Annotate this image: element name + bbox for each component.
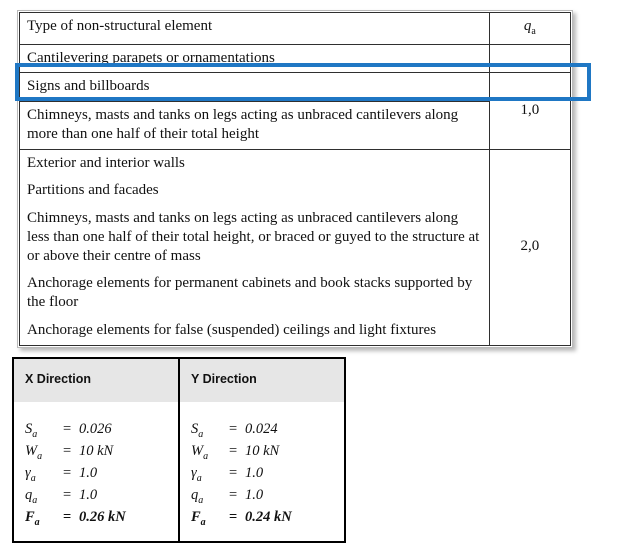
symbol-sub: a <box>32 494 38 506</box>
equation-symbol-fa <box>191 509 229 528</box>
direction-table-head <box>13 358 345 403</box>
table-header-row <box>20 13 571 45</box>
table-row[interactable] <box>20 73 571 102</box>
qa-table-body <box>20 13 571 346</box>
x-direction-equation-list <box>25 421 178 527</box>
value-gamma-a: 1.0 <box>79 464 98 481</box>
x-direction-values-cell <box>13 403 179 543</box>
value-wa: 10 kN <box>79 442 114 459</box>
equation-symbol-qa <box>191 487 229 506</box>
symbol-sub: a <box>34 516 40 528</box>
equals-sign: = <box>63 508 72 525</box>
value-sa: 0.026 <box>79 421 112 437</box>
qa-symbol <box>523 18 536 37</box>
symbol-sub: a <box>32 428 38 440</box>
symbol-base: q <box>25 486 33 503</box>
header-cell-qa <box>489 13 570 45</box>
symbol-base: S <box>25 421 33 437</box>
row-description-group <box>20 149 490 345</box>
symbol-sub: a <box>30 472 36 484</box>
value-gamma-a: 1.0 <box>245 464 264 481</box>
qa-classification-table <box>19 12 571 346</box>
equation-symbol-fa <box>25 509 63 528</box>
table-row[interactable] <box>20 44 571 73</box>
value-qa: 1.0 <box>245 486 264 503</box>
value-fa: 0.26 kN <box>79 508 126 525</box>
equation-symbol-sa <box>191 421 229 440</box>
direction-results-table <box>12 357 346 543</box>
equals-sign: = <box>229 508 238 525</box>
row-qa-value <box>489 44 570 73</box>
equation-symbol-wa <box>25 443 63 462</box>
equals-sign: = <box>229 421 238 437</box>
equals-sign: = <box>63 421 72 437</box>
symbol-sub: a <box>198 428 204 440</box>
row-qa-value-1-0: 1,0 <box>489 73 570 149</box>
header-cell-description: Type of non-structural element <box>20 13 490 45</box>
equation-symbol-sa <box>25 421 63 440</box>
equation-symbol-gamma-a <box>25 465 63 484</box>
equals-sign: = <box>229 464 238 481</box>
y-direction-equation-list <box>191 421 344 527</box>
qa-symbol-base: q <box>523 18 532 34</box>
table-row[interactable] <box>20 102 571 150</box>
symbol-base: F <box>25 508 35 525</box>
direction-table-body <box>13 403 345 543</box>
symbol-sub: a <box>200 516 206 528</box>
row-qa-value-2-0: 2,0 <box>489 149 570 345</box>
row-paragraph: Chimneys, masts and tanks on legs acting as unbraced cantilevers along less than one half of their total height, or braced or guyed to the structure at or above their centre of mass <box>27 210 480 264</box>
equation-symbol-qa <box>25 487 63 506</box>
symbol-base: F <box>191 508 201 525</box>
y-direction-values-cell <box>179 403 345 543</box>
direction-results-table-container <box>12 357 346 543</box>
equation-symbol-wa <box>191 443 229 462</box>
row-paragraph: Exterior and interior walls <box>27 154 185 171</box>
symbol-sub: a <box>203 450 209 462</box>
direction-header-row <box>13 358 345 403</box>
qa-symbol-subscript: a <box>531 26 536 37</box>
row-description-signs-and-billboards: Signs and billboards <box>20 73 490 102</box>
symbol-base: W <box>191 442 204 459</box>
value-fa: 0.24 kN <box>245 508 292 525</box>
symbol-sub: a <box>198 494 204 506</box>
equals-sign: = <box>229 442 238 459</box>
header-y-direction: Y Direction <box>179 358 345 403</box>
equation-symbol-gamma-a <box>191 465 229 484</box>
row-description: Chimneys, masts and tanks on legs acting as unbraced cantilevers along more than one half of their total height <box>20 102 490 150</box>
value-qa: 1.0 <box>79 486 98 503</box>
row-paragraph: Anchorage elements for false (suspended) ceilings and light fixtures <box>27 321 437 338</box>
symbol-sub: a <box>196 472 202 484</box>
direction-values-row <box>13 403 345 543</box>
equals-sign: = <box>63 486 72 503</box>
row-paragraph: Anchorage elements for permanent cabinets and book stacks supported by the floor <box>27 275 473 310</box>
equals-sign: = <box>63 464 72 481</box>
equals-sign: = <box>63 442 72 459</box>
value-sa: 0.024 <box>245 421 278 437</box>
value-wa: 10 kN <box>245 442 280 459</box>
qa-classification-table-container <box>17 10 573 348</box>
row-description: Cantilevering parapets or ornamentations <box>20 44 490 73</box>
symbol-base: γ <box>25 464 31 481</box>
symbol-base: γ <box>191 464 197 481</box>
symbol-base: S <box>191 421 199 437</box>
symbol-base: q <box>191 486 199 503</box>
symbol-base: W <box>25 442 38 459</box>
symbol-sub: a <box>37 450 43 462</box>
equals-sign: = <box>229 486 238 503</box>
row-paragraph: Partitions and facades <box>27 182 159 199</box>
header-x-direction: X Direction <box>13 358 179 403</box>
table-row-group-2-0[interactable] <box>20 149 571 345</box>
